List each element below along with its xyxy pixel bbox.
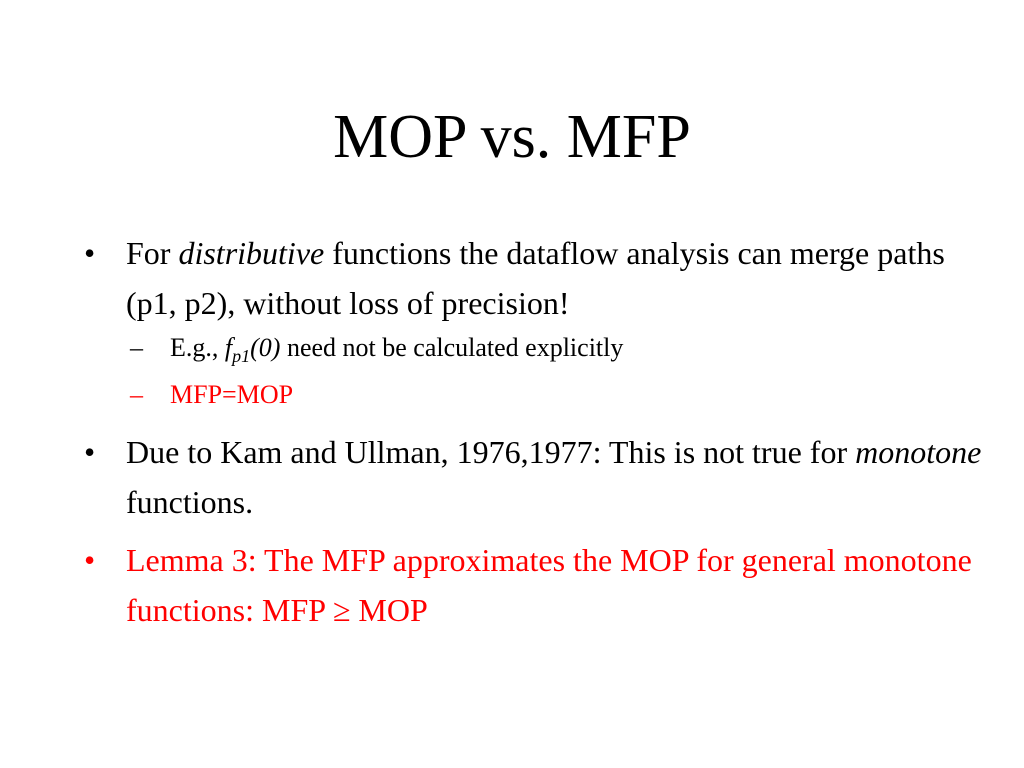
bullet-list (84, 228, 984, 635)
bullet-emphasis: distributive (178, 235, 325, 271)
function-name: f (224, 333, 233, 362)
slide-title: MOP vs. MFP (333, 103, 691, 171)
function-argument: (0) (250, 333, 281, 362)
sub-bullet-marker: – (130, 333, 143, 362)
sub-bullet-example (84, 332, 984, 364)
bullet-kam-ullman (84, 427, 984, 527)
bullet-text-post: functions the dataflow analysis can merge paths (p1, p2), without loss of precision! (126, 235, 945, 321)
bullet-text: Lemma 3: The MFP approximates the MOP for general monotone functions: MFP ≥ MOP (126, 542, 972, 628)
bullet-text-pre: Due to Kam and Ullman, 1976,1977: This is not true for (126, 434, 856, 470)
sub-bullet-marker: – (130, 380, 143, 409)
bullet-marker: • (84, 434, 96, 470)
bullet-marker: • (84, 235, 96, 271)
bullet-lemma-3 (84, 535, 984, 635)
sub-bullet-text-pre: E.g., (170, 333, 225, 362)
bullet-marker: • (84, 542, 96, 578)
sub-bullet-mfp-mop (84, 379, 984, 411)
bullet-distributive (84, 228, 984, 328)
sub-bullet-text-post: need not be calculated explicitly (280, 333, 624, 362)
bullet-text-post: functions. (126, 484, 254, 520)
function-subscript: p1 (232, 346, 251, 366)
bullet-text-pre: For (126, 235, 179, 271)
sub-bullet-text: MFP=MOP (170, 380, 294, 409)
bullet-emphasis: monotone (855, 434, 982, 470)
